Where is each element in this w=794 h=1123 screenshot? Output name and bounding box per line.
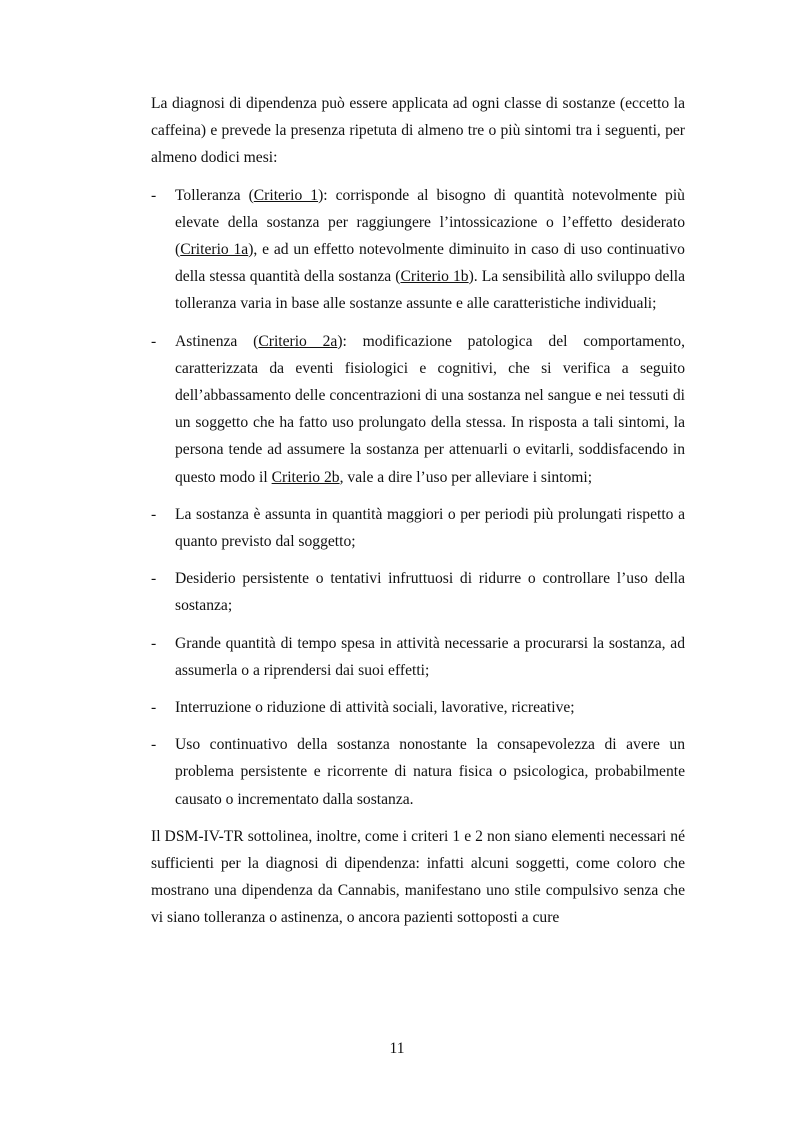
list-item-text: Desiderio persistente o tentativi infruttuosi di ridurre o controllare l’uso della sostanza; bbox=[175, 570, 685, 615]
criterio-1b-link: Criterio 1b bbox=[400, 268, 469, 286]
list-item bbox=[151, 731, 685, 813]
list-item-text: Uso continuativo della sostanza nonostante la consapevolezza di avere un problema persistente e ricorrente di natura fisica o psicologica, probabilmente causato o incrementato dalla sostanza. bbox=[175, 736, 685, 808]
page-body bbox=[151, 90, 685, 932]
page-number: 11 bbox=[389, 1040, 405, 1057]
list-item-text: Interruzione o riduzione di attività sociali, lavorative, ricreative; bbox=[175, 699, 575, 717]
bullet-dash: - bbox=[151, 505, 157, 523]
list-item bbox=[151, 694, 685, 721]
list-item-text: Grande quantità di tempo spesa in attività necessarie a procurarsi la sostanza, ad assumerla o a riprendersi dai suoi effetti; bbox=[175, 634, 685, 679]
criterio-1-link: Criterio 1 bbox=[253, 186, 319, 204]
bullet-dash: - bbox=[151, 699, 157, 717]
list-item-text: Tolleranza (Criterio 1): corrisponde al bisogno di quantità notevolmente più elevate della sostanza per raggiungere l’intossicazione o l’effetto desiderato (Criterio 1a), e ad un effetto notevolmente diminuito in caso di uso continuativo della stessa quantità della sostanza (Criterio 1b). La sensibilità allo sviluppo della tolleranza varia in base alle sostanze assunte e alle caratteristiche individuali; bbox=[175, 186, 686, 313]
list-item-text: La sostanza è assunta in quantità maggiori o per periodi più prolungati rispetto a quanto previsto dal soggetto; bbox=[175, 505, 685, 551]
bullet-dash: - bbox=[151, 570, 157, 588]
list-item-astinenza bbox=[151, 328, 685, 491]
list-item-tolleranza bbox=[151, 182, 685, 318]
list-item bbox=[151, 630, 685, 684]
bullet-dash: - bbox=[151, 186, 157, 204]
intro-paragraph: La diagnosi di dipendenza può essere applicata ad ogni classe di sostanze (eccetto la caffeina) e prevede la presenza ripetuta di almeno tre o più sintomi tra i seguenti, per almeno dodici mesi: bbox=[151, 95, 685, 167]
closing-paragraph: Il DSM-IV-TR sottolinea, inoltre, come i criteri 1 e 2 non siano elementi necessari né sufficienti per la diagnosi di dipendenza: infatti alcuni soggetti, come coloro che mostrano una dipendenza da Cannabis, manifestano uno stile compulsivo senza che vi siano tolleranza o astinenza, o ancora pazienti sottoposti a cure bbox=[151, 827, 685, 927]
criterio-1a-link: Criterio 1a bbox=[180, 241, 249, 259]
criterio-2a-link: Criterio 2a bbox=[258, 332, 338, 350]
list-item bbox=[151, 565, 685, 619]
criterio-2b-link: Criterio 2b bbox=[271, 468, 340, 486]
bullet-dash: - bbox=[151, 332, 157, 350]
list-item bbox=[151, 501, 685, 555]
bullet-dash: - bbox=[151, 634, 157, 652]
list-item-text: Astinenza (Criterio 2a): modificazione patologica del comportamento, caratterizzata da eventi fisiologici e cognitivi, che si verifica a seguito dell’abbassamento delle concentrazioni di una sostanza nel sangue e nei tessuti di un soggetto che ha fatto uso prolungato della stessa. In risposta a tali sintomi, la persona tende ad assumere la sostanza per attenuarli o evitarli, soddisfacendo in questo modo il Criterio 2b, vale a dire l’uso per alleviare i sintomi; bbox=[175, 332, 685, 486]
criteria-list bbox=[151, 182, 685, 813]
bullet-dash: - bbox=[151, 736, 157, 754]
